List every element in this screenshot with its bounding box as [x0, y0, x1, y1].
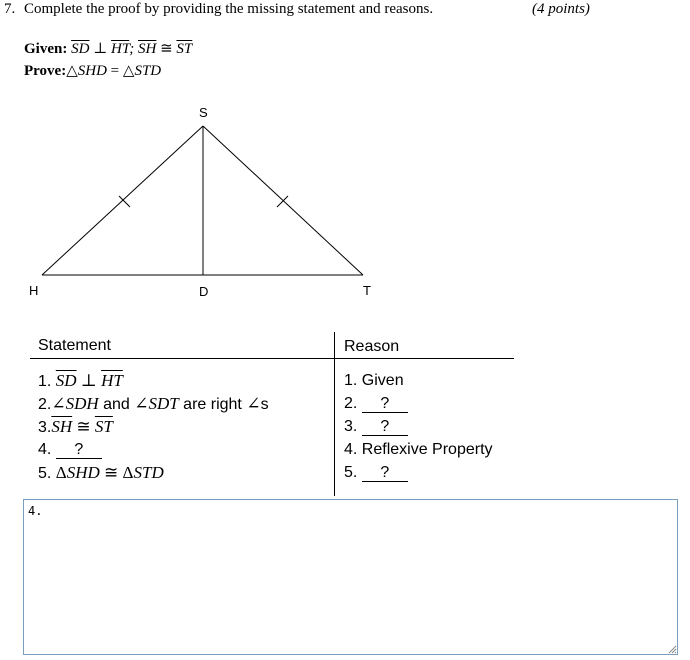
missing-reason-blank: ?	[362, 396, 408, 413]
reason-row-2: 2. ?	[344, 394, 408, 414]
triangle-symbol: △	[122, 63, 135, 79]
question-number: 7.	[4, 1, 16, 17]
prove-triangle-shd: SHD	[77, 63, 107, 79]
given-label: Given:	[24, 41, 68, 57]
statement-row-1: 1. $\overline{SD}$ ⊥ $\overline{HT}$	[38, 371, 123, 390]
vertex-label-s: S	[199, 105, 208, 120]
header-rule	[30, 358, 514, 359]
perpendicular-symbol: ⊥	[89, 41, 112, 57]
answer-textarea[interactable]	[23, 499, 678, 655]
statement-row-3: $3.\overline{SH}$ ≅ $\overline{ST}$	[38, 417, 113, 436]
given-line	[24, 40, 192, 58]
statement-row-2: 2.∠SDH and ∠SDT are right ∠s	[38, 394, 269, 413]
column-divider	[334, 332, 335, 496]
vertex-label-h: H	[29, 283, 39, 298]
vertex-label-d: D	[199, 284, 209, 299]
prove-label: Prove:	[24, 63, 67, 79]
given-separator: ;	[129, 41, 138, 57]
reason-row-5: 5. ?	[344, 463, 408, 483]
question-text: Complete the proof by providing the missing statement and reasons.	[24, 1, 434, 17]
vertex-label-t: T	[363, 283, 371, 298]
given-segment-sh: $\overline{SH}$	[138, 41, 157, 57]
reason-header: Reason	[344, 338, 400, 355]
missing-reason-blank: ?	[362, 419, 408, 436]
tick-mark-sh	[119, 196, 130, 207]
given-segment-sd: $\overline{SD}$	[71, 41, 90, 57]
question-header	[4, 0, 604, 20]
equals-symbol: =	[106, 63, 123, 79]
prove-triangle-std: STD	[134, 63, 162, 79]
prove-line	[24, 62, 161, 80]
tick-mark-st	[277, 196, 288, 207]
missing-statement-blank: ?	[56, 442, 102, 459]
reason-row-3: 3. ?	[344, 417, 408, 437]
triangle-symbol: △	[66, 63, 78, 79]
statement-header: Statement	[38, 337, 111, 354]
statement-row-5: 5. ΔSHD ≅ ΔSTD	[38, 463, 164, 482]
resize-grip-icon[interactable]	[668, 645, 677, 654]
congruent-symbol: ≅	[156, 41, 177, 57]
given-segment-st: $\overline{ST}$	[176, 41, 193, 57]
side-sh	[42, 126, 203, 275]
statement-row-4: 4. ?	[38, 440, 102, 460]
missing-reason-blank: ?	[362, 465, 408, 482]
question-points: (4 points)	[532, 1, 590, 17]
reason-row-4: 4. Reflexive Property	[344, 441, 493, 458]
given-segment-ht: $\overline{HT}$	[111, 41, 130, 57]
proof-table	[30, 332, 520, 498]
reason-row-1: 1. Given	[344, 372, 404, 389]
triangle-figure	[0, 100, 400, 310]
